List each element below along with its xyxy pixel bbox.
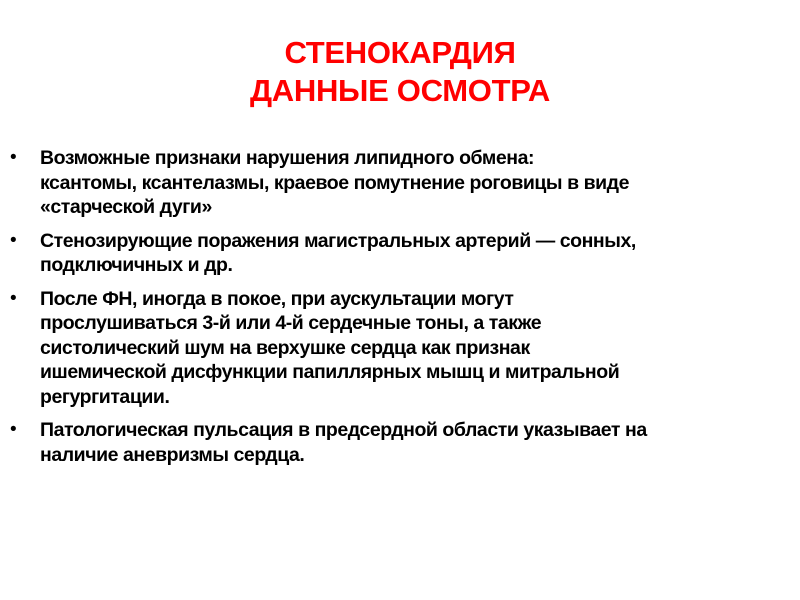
bullet-list [10, 146, 792, 476]
bullet-line: Возможные признаки нарушения липидного обмена: [40, 147, 535, 169]
bullet-text [40, 287, 792, 410]
title-line-1: СТЕНОКАРДИЯ [284, 35, 516, 70]
bullet-line: После ФН, иногда в покое, при аускультации могут [40, 287, 514, 310]
bullet-line: «старческой дуги» [40, 196, 212, 218]
bullet-icon: • [10, 287, 17, 309]
bullet-line: подключичных и др. [40, 254, 233, 276]
slide-title [0, 34, 800, 110]
bullet-line: прослушиваться 3-й или 4-й сердечные тоны, а также [40, 312, 542, 334]
bullet-text [40, 146, 792, 220]
bullet-line: ксантомы, ксантелазмы, краевое помутнение роговицы в виде [40, 171, 630, 194]
bullet-line: регургитации. [40, 385, 170, 408]
bullet-item-auscultation [10, 287, 792, 410]
bullet-text [40, 229, 792, 278]
bullet-item-arteries [10, 229, 792, 278]
bullet-line: Стенозирующие поражения магистральных артерий — сонных, [40, 229, 636, 252]
bullet-icon: • [10, 419, 17, 440]
bullet-item-lipid [10, 146, 792, 220]
bullet-icon: • [10, 147, 17, 168]
bullet-line: ишемической дисфункции папиллярных мышц и митральной [40, 361, 620, 383]
bullet-icon: • [10, 229, 17, 251]
bullet-line: Патологическая пульсация в предсердной области указывает на [40, 419, 647, 441]
bullet-item-aneurysm [10, 418, 792, 467]
title-line-2: ДАННЫЕ ОСМОТРА [250, 73, 550, 108]
bullet-line: наличие аневризмы сердца. [40, 443, 305, 466]
bullet-text [40, 418, 792, 467]
bullet-line: систолический шум на верхушке сердца как признак [40, 336, 530, 359]
